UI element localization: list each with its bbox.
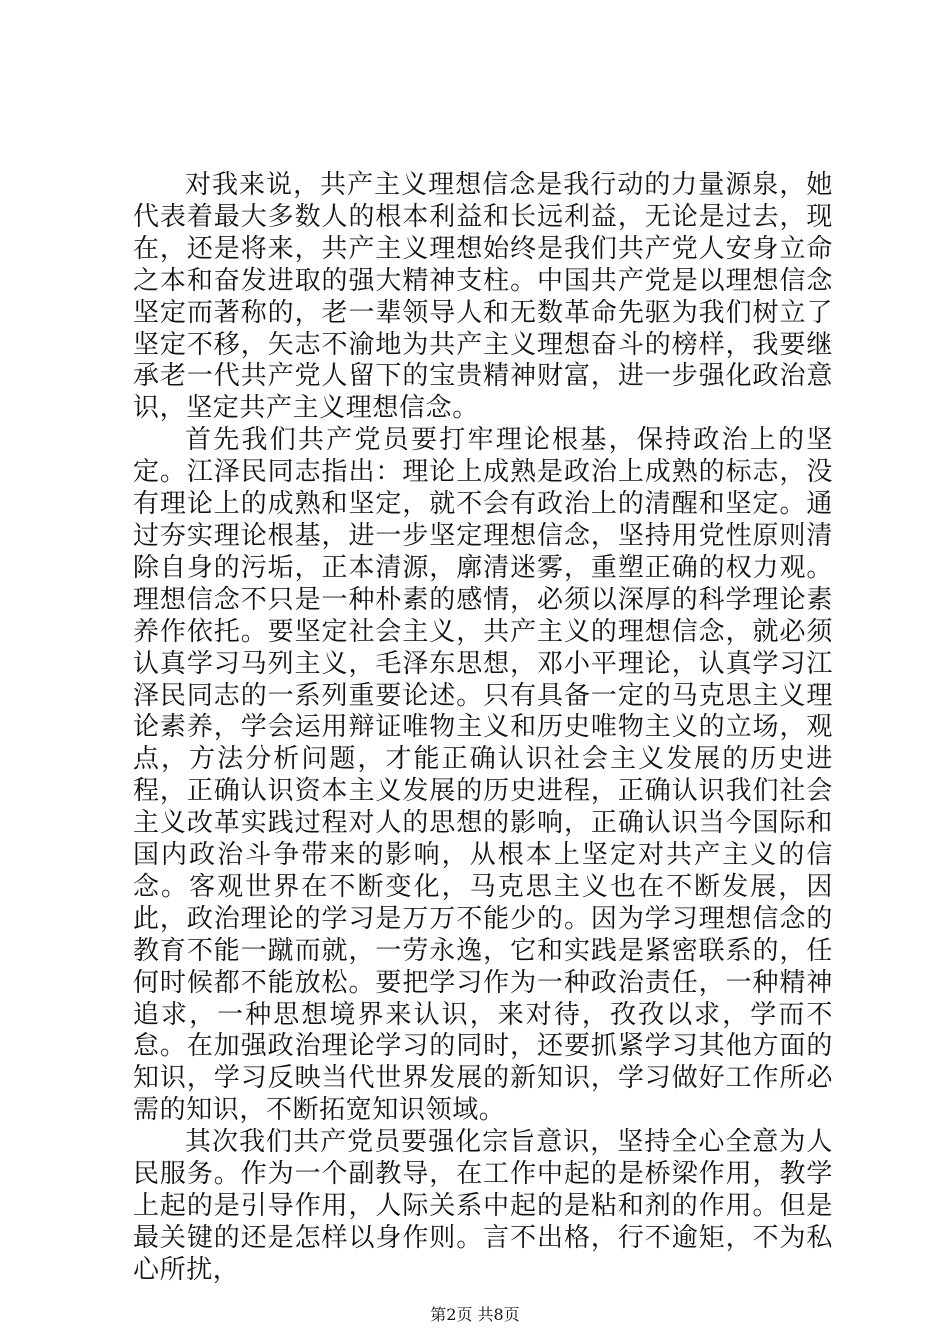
document-body	[133, 170, 833, 1287]
page-number-footer: 第2页 共8页	[430, 1305, 520, 1324]
paragraph-2: 首先我们共产党员要打牢理论根基，保持政治上的坚定。江泽民同志指出：理论上成熟是政治上成熟的标志，没有理论上的成熟和坚定，就不会有政治上的清醒和坚定。通过夯实理论根基，进一步坚定理想信念，坚持用党性原则清除自身的污垢，正本清源，廓清迷雾，重塑正确的权力观。理想信念不只是一种朴素的感情，必须以深厚的科学理论素养作依托。要坚定社会主义，共产主义的理想信念，就必须认真学习马列主义，毛泽东思想，邓小平理论，认真学习江泽民同志的一系列重要论述。只有具备一定的马克思主义理论素养，学会运用辩证唯物主义和历史唯物主义的立场，观点，方法分析问题，才能正确认识社会主义发展的历史进程，正确认识资本主义发展的历史进程，正确认识我们社会主义改革实践过程对人的思想的影响，正确认识当今国际和国内政治斗争带来的影响，从根本上坚定对共产主义的信念。客观世界在不断变化，马克思主义也在不断发展，因此，政治理论的学习是万万不能少的。因为学习理想信念的教育不能一蹴而就，一劳永逸，它和实践是紧密联系的，任何时候都不能放松。要把学习作为一种政治责任，一种精神追求，一种思想境界来认识，来对待，孜孜以求，学而不怠。在加强政治理论学习的同时，还要抓紧学习其他方面的知识，学习反映当代世界发展的新知识，学习做好工作所必需的知识，不断拓宽知识领域。	[133, 425, 833, 1126]
paragraph-3: 其次我们共产党员要强化宗旨意识，坚持全心全意为人民服务。作为一个副教导，在工作中起的是桥梁作用，教学上起的是引导作用，人际关系中起的是粘和剂的作用。但是最关键的还是怎样以身作则。言不出格，行不逾矩，不为私心所扰，	[133, 1127, 833, 1285]
paragraph-1: 对我来说，共产主义理想信念是我行动的力量源泉，她代表着最大多数人的根本利益和长远利益，无论是过去，现在，还是将来，共产主义理想始终是我们共产党人安身立命之本和奋发进取的强大精神支柱。中国共产党是以理想信念坚定而著称的，老一辈领导人和无数革命先驱为我们树立了坚定不移，矢志不渝地为共产主义理想奋斗的榜样，我要继承老一代共产党人留下的宝贵精神财富，进一步强化政治意识，坚定共产主义理想信念。	[133, 170, 833, 424]
